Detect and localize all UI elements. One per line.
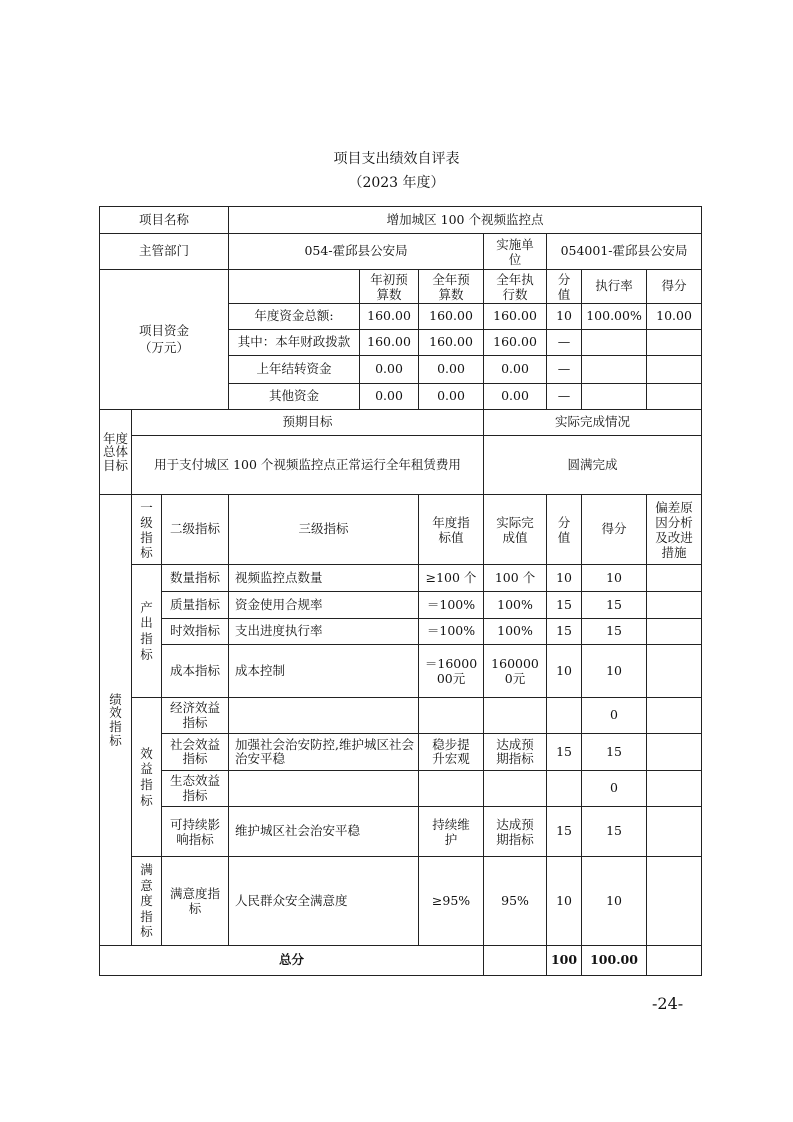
funds-header: 全年执行数 (484, 270, 547, 304)
funds-header: 得分 (647, 270, 702, 304)
funds-weight: — (547, 330, 582, 356)
metric-note (647, 619, 702, 645)
funds-weight: 10 (547, 304, 582, 330)
total-label: 总分 (100, 946, 484, 976)
project-name-value: 增加城区 100 个视频监控点 (229, 207, 702, 234)
funds-blank-header (229, 270, 360, 304)
funds-row-name: 其他资金 (229, 384, 360, 410)
unit-label: 实施单位 (484, 234, 547, 270)
expected-goal-label: 预期目标 (132, 410, 484, 436)
funds-score: 10.00 (647, 304, 702, 330)
funds-annual: 0.00 (419, 356, 484, 384)
metric-note (647, 565, 702, 592)
metric-l3: 维护城区社会治安平稳 (229, 807, 419, 857)
metric-row (100, 857, 702, 946)
funds-annual: 160.00 (419, 304, 484, 330)
metric-weight: 15 (547, 807, 582, 857)
funds-score (647, 384, 702, 410)
metric-row (100, 645, 702, 698)
metric-l2: 生态效益指标 (162, 771, 229, 807)
document-title: 项目支出绩效自评表 (333, 151, 460, 167)
funds-rate: 100.00% (582, 304, 647, 330)
metric-note (647, 645, 702, 698)
metric-score: 15 (582, 619, 647, 645)
expected-goal: 用于支付城区 100 个视频监控点正常运行全年租赁费用 (132, 436, 484, 495)
funds-weight: — (547, 384, 582, 410)
metric-score: 15 (582, 592, 647, 619)
metric-l2: 时效指标 (162, 619, 229, 645)
metric-l2: 质量指标 (162, 592, 229, 619)
metric-actual: 100% (484, 592, 547, 619)
metric-note (647, 698, 702, 734)
total-weight: 100 (547, 946, 582, 976)
metric-weight (547, 771, 582, 807)
funds-rate (582, 330, 647, 356)
metric-weight: 10 (547, 857, 582, 946)
funds-header: 分值 (547, 270, 582, 304)
unit-value: 054001-霍邱县公安局 (547, 234, 702, 270)
metric-l2: 可持续影响指标 (162, 807, 229, 857)
metric-row (100, 734, 702, 771)
dept-value: 054-霍邱县公安局 (229, 234, 484, 270)
metric-score: 15 (582, 734, 647, 771)
funds-initial: 0.00 (360, 356, 419, 384)
metric-note (647, 771, 702, 807)
goal-header-row (100, 410, 702, 436)
self-evaluation-table (99, 206, 702, 976)
metric-weight: 15 (547, 619, 582, 645)
page-number: -24- (652, 994, 684, 1013)
funds-initial: 0.00 (360, 384, 419, 410)
goal-label: 年度总体目标 (100, 410, 132, 495)
metric-row (100, 592, 702, 619)
funds-row-name: 上年结转资金 (229, 356, 360, 384)
metric-score: 10 (582, 645, 647, 698)
metrics-header: 二级指标 (162, 495, 229, 565)
metric-l2: 数量指标 (162, 565, 229, 592)
funds-rate (582, 356, 647, 384)
metric-l2: 经济效益指标 (162, 698, 229, 734)
metric-actual: 达成预期指标 (484, 734, 547, 771)
funds-annual: 0.00 (419, 384, 484, 410)
metric-weight: 15 (547, 734, 582, 771)
total-score: 100.00 (582, 946, 647, 976)
metric-l2: 社会效益指标 (162, 734, 229, 771)
metric-target: ≥100 个 (419, 565, 484, 592)
funds-annual: 160.00 (419, 330, 484, 356)
project-name-label: 项目名称 (100, 207, 229, 234)
funds-header: 全年预算数 (419, 270, 484, 304)
metrics-label: 绩效指标 (100, 495, 132, 946)
metric-note (647, 734, 702, 771)
metric-group: 满意度指标 (132, 857, 162, 946)
metric-actual (484, 771, 547, 807)
metric-weight: 15 (547, 592, 582, 619)
funds-row-name: 其中：本年财政拨款 (229, 330, 360, 356)
metric-l3 (229, 698, 419, 734)
metric-note (647, 807, 702, 857)
funds-score (647, 330, 702, 356)
metric-score: 0 (582, 771, 647, 807)
total-blank (484, 946, 547, 976)
metric-actual: 达成预期指标 (484, 807, 547, 857)
metric-actual (484, 698, 547, 734)
metric-score: 0 (582, 698, 647, 734)
metric-score: 15 (582, 807, 647, 857)
metric-l3: 资金使用合规率 (229, 592, 419, 619)
metric-l3: 支出进度执行率 (229, 619, 419, 645)
funds-header: 年初预算数 (360, 270, 419, 304)
metrics-header-row (100, 495, 702, 565)
metric-l3: 视频监控点数量 (229, 565, 419, 592)
metrics-header: 分值 (547, 495, 582, 565)
metric-target: 稳步提升宏观 (419, 734, 484, 771)
funds-initial: 160.00 (360, 304, 419, 330)
funds-row-name: 年度资金总额: (229, 304, 360, 330)
metrics-header: 得分 (582, 495, 647, 565)
metrics-header: 实际完成值 (484, 495, 547, 565)
funds-executed: 0.00 (484, 384, 547, 410)
metric-target: ＝1600000元 (419, 645, 484, 698)
metric-row (100, 698, 702, 734)
metric-group: 产出指标 (132, 565, 162, 698)
funds-initial: 160.00 (360, 330, 419, 356)
metric-l3: 加强社会治安防控,维护城区社会治安平稳 (229, 734, 419, 771)
metric-target: ＝100% (419, 592, 484, 619)
total-row (100, 946, 702, 976)
metric-note (647, 857, 702, 946)
metric-score: 10 (582, 565, 647, 592)
metric-l3 (229, 771, 419, 807)
metric-l2: 成本指标 (162, 645, 229, 698)
metrics-header: 一级指标 (132, 495, 162, 565)
funds-executed: 0.00 (484, 356, 547, 384)
metric-weight (547, 698, 582, 734)
metric-l2: 满意度指标 (162, 857, 229, 946)
metric-target (419, 698, 484, 734)
metric-actual: 1600000元 (484, 645, 547, 698)
metric-row (100, 771, 702, 807)
metrics-header: 三级指标 (229, 495, 419, 565)
funds-header: 执行率 (582, 270, 647, 304)
metric-target: ≥95% (419, 857, 484, 946)
funds-executed: 160.00 (484, 304, 547, 330)
project-name-row (100, 207, 702, 234)
funds-score (647, 356, 702, 384)
metric-actual: 95% (484, 857, 547, 946)
metric-actual: 100 个 (484, 565, 547, 592)
funds-executed: 160.00 (484, 330, 547, 356)
metric-note (647, 592, 702, 619)
metric-score: 10 (582, 857, 647, 946)
metric-group: 效益指标 (132, 698, 162, 857)
funds-header-row (100, 270, 702, 304)
metric-l3: 人民群众安全满意度 (229, 857, 419, 946)
funds-label: 项目资金（万元） (100, 270, 229, 410)
document-subtitle: （2023 年度） (348, 175, 445, 191)
dept-row (100, 234, 702, 270)
total-note (647, 946, 702, 976)
funds-weight: — (547, 356, 582, 384)
actual-goal: 圆满完成 (484, 436, 702, 495)
funds-rate (582, 384, 647, 410)
metrics-header: 年度指标值 (419, 495, 484, 565)
metrics-header: 偏差原因分析及改进措施 (647, 495, 702, 565)
goal-row (100, 436, 702, 495)
metric-row (100, 565, 702, 592)
metric-l3: 成本控制 (229, 645, 419, 698)
metric-actual: 100% (484, 619, 547, 645)
actual-goal-label: 实际完成情况 (484, 410, 702, 436)
metric-weight: 10 (547, 645, 582, 698)
metric-target: ＝100% (419, 619, 484, 645)
metric-row (100, 619, 702, 645)
metric-target (419, 771, 484, 807)
metric-row (100, 807, 702, 857)
metric-weight: 10 (547, 565, 582, 592)
metric-target: 持续维护 (419, 807, 484, 857)
dept-label: 主管部门 (100, 234, 229, 270)
